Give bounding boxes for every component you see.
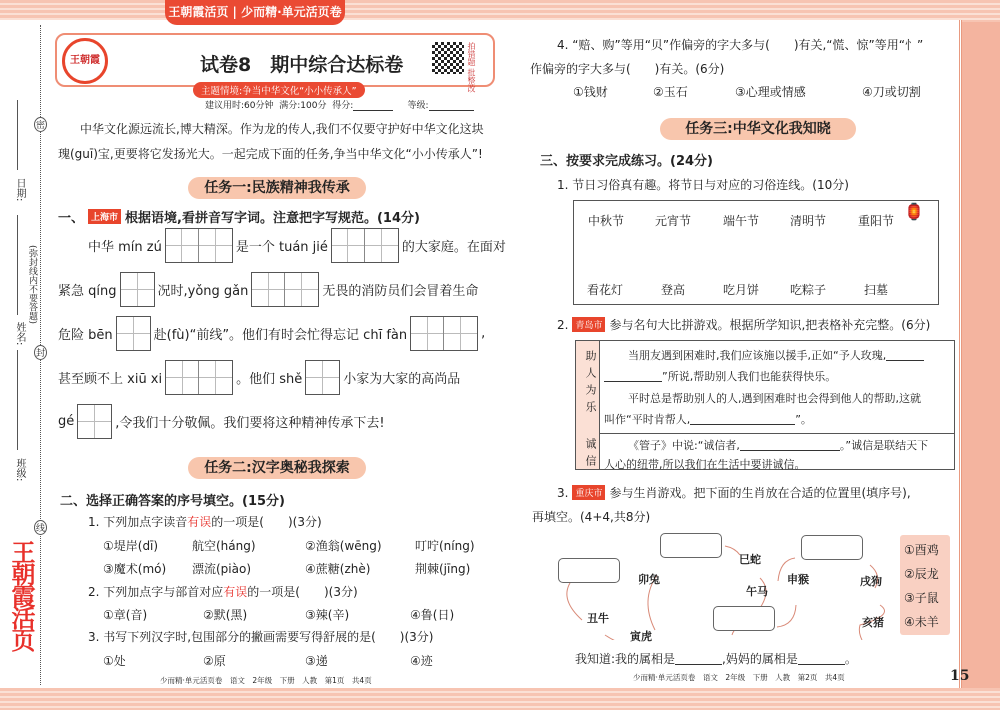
- brand-logo-vertical: 王朝霞活页: [7, 540, 35, 650]
- top-border: [0, 0, 1000, 22]
- zodiac-label: 申猴: [787, 573, 809, 586]
- q3-1-text: 1. 节日习俗真有趣。将节日与对应的习俗连线。(10分): [557, 178, 849, 192]
- writing-box[interactable]: [165, 228, 233, 263]
- zodiac-label: 卯兔: [638, 573, 660, 586]
- festival-item[interactable]: 元宵节: [655, 214, 692, 228]
- q2-3-text: 3. 书写下列汉字时,包围部分的撇画需要写得舒展的是( )(3分): [88, 630, 434, 644]
- question-2-heading: 二、选择正确答案的序号填空。(15分): [60, 494, 285, 509]
- lantern-icon: 🏮: [904, 202, 924, 221]
- option: ①章(音): [103, 608, 148, 622]
- seal-mark: 封: [34, 345, 47, 360]
- option: 航空(háng): [192, 539, 256, 553]
- q2-2-text: 2. 下列加点字与部首对应有误的一项是( )(3分): [88, 585, 358, 599]
- option: ②原: [203, 654, 226, 668]
- option: ②默(黑): [203, 608, 248, 622]
- custom-item[interactable]: 登高: [661, 283, 686, 297]
- task2-heading: 任务二:汉字奥秘我探索: [188, 457, 366, 479]
- festival-item[interactable]: 端午节: [723, 214, 760, 228]
- option: ③心理或情感: [735, 85, 806, 99]
- date-blank: [17, 100, 18, 170]
- zodiac-option: ②辰龙: [904, 567, 939, 581]
- answer-blank[interactable]: [604, 370, 662, 382]
- table-divider: [575, 433, 955, 434]
- option: ④鲁(日): [410, 608, 455, 622]
- option: ④迹: [410, 654, 433, 668]
- row-header: 诚信: [584, 438, 597, 472]
- qr-code[interactable]: [432, 42, 464, 74]
- option: ①堤岸(dī): [103, 539, 159, 553]
- table-line: ”所说,帮助别人我们也能获得快乐。: [604, 368, 836, 384]
- name-label: 姓名:: [14, 322, 25, 346]
- pinyin-line: 甚至顾不上 xiū xi 。他们 shě 小家为大家的高尚品: [58, 360, 460, 395]
- q2-1-text: 1. 下列加点字读音有误的一项是( )(3分): [88, 515, 322, 529]
- writing-box[interactable]: [77, 404, 112, 439]
- writing-box[interactable]: [116, 316, 151, 351]
- class-label: 班级:: [14, 458, 25, 482]
- zodiac-option: ④未羊: [904, 615, 939, 629]
- q3-3-text: 再填空。(4+4,共8分): [532, 510, 651, 524]
- table-line: 人心的纽带,所以我们在生活中要讲诚信。: [604, 458, 806, 471]
- option: ④刀或切割: [862, 85, 921, 99]
- option: 漂流(piào): [192, 562, 252, 576]
- table-line: 平时总是帮助别人的人,遇到困难时也会得到他人的帮助,这就: [628, 392, 921, 405]
- table-line: 当朋友遇到困难时,我们应该施以援手,正如“予人玫瑰,: [628, 347, 924, 363]
- pinyin-line: 紧急 qíng 况时,yǒng gǎn 无畏的消防员们会冒着生命: [58, 272, 478, 307]
- page-title: 试卷8 期中综合达标卷: [200, 54, 404, 76]
- answer-blank[interactable]: [740, 439, 840, 451]
- pinyin-line: 中华 mín zú 是一个 tuán jié 的大家庭。在面对: [88, 228, 506, 263]
- option: 叮咛(níng): [415, 539, 475, 553]
- zodiac-options-box: [900, 535, 950, 635]
- answer-blank[interactable]: [690, 413, 795, 425]
- theme-banner: 主题情境:争当中华文化“小小传承人”: [193, 82, 365, 98]
- zodiac-label: 亥猪: [862, 616, 884, 629]
- festival-item[interactable]: 中秋节: [588, 214, 625, 228]
- exam-info: 建议用时:60分钟 满分:100分 得分: 等级:: [205, 98, 474, 111]
- q2-4-text: 4. “赔、购”等用“贝”作偏旁的字大多与( )有关,“慌、惊”等用“忄”: [557, 38, 924, 52]
- pinyin-line: gé ,令我们十分敬佩。我们要将这种精神传承下去!: [58, 404, 385, 439]
- q3-3-text: 3. 重庆市 参与生肖游戏。把下面的生肖放在合适的位置里(填序号),: [557, 485, 911, 500]
- intro-line: 中华文化源远流长,博大精深。作为龙的传人,我们不仅要守护好中华文化这块: [80, 122, 484, 136]
- custom-item[interactable]: 看花灯: [587, 283, 624, 297]
- zodiac-label: 戌狗: [860, 575, 882, 588]
- option: ④蔗糖(zhè): [305, 562, 371, 576]
- row-header: 助人为乐: [584, 350, 597, 418]
- answer-blank[interactable]: [675, 653, 722, 665]
- brand-name: 王朝霞活页: [168, 5, 229, 19]
- option: ③递: [305, 654, 328, 668]
- task3-heading: 任务三:中华文化我知晓: [660, 118, 856, 140]
- custom-item[interactable]: 扫墓: [864, 283, 889, 297]
- custom-item[interactable]: 吃月饼: [723, 283, 760, 297]
- festival-item[interactable]: 清明节: [790, 214, 827, 228]
- option: ③辣(辛): [305, 608, 350, 622]
- q2-4-text: 作偏旁的字大多与( )有关。(6分): [530, 62, 725, 76]
- class-blank: [17, 350, 18, 450]
- q3-2-text: 2. 青岛市 参与名句大比拼游戏。根据所学知识,把表格补充完整。(6分): [557, 317, 931, 332]
- writing-box[interactable]: [165, 360, 233, 395]
- zodiac-answer-box[interactable]: [660, 533, 722, 558]
- writing-box[interactable]: [331, 228, 399, 263]
- option: ②玉石: [653, 85, 688, 99]
- zodiac-option: ③子鼠: [904, 591, 939, 605]
- zodiac-label: 寅虎: [630, 630, 652, 643]
- writing-box[interactable]: [305, 360, 340, 395]
- question-3-heading: 三、按要求完成练习。(24分): [540, 154, 713, 169]
- footer-left: 少而精·单元活页卷 语文 2年级 下册 人教 第1页 共4页: [160, 676, 372, 685]
- writing-box[interactable]: [410, 316, 478, 351]
- question-1-heading: 一、 上海市 根据语境,看拼音写字词。注意把字写规范。(14分): [58, 211, 420, 226]
- option: ③魔术(mó): [103, 562, 167, 576]
- writing-box[interactable]: [251, 272, 319, 307]
- task1-heading: 任务一:民族精神我传承: [188, 177, 366, 199]
- zodiac-label: 巳蛇: [739, 553, 761, 566]
- table-line: 叫作“平时肯帮人, ”。: [604, 413, 812, 426]
- seal-mark: 线: [34, 520, 47, 535]
- pinyin-line: 危险 bēn 赴(fù)“前线”。他们有时会忙得忘记 chī fàn ,: [58, 316, 485, 351]
- page-number: 15: [950, 668, 970, 684]
- zodiac-answer-box[interactable]: [801, 535, 863, 560]
- option: ①钱财: [573, 85, 608, 99]
- bottom-border: [0, 688, 1000, 710]
- logo-seal: 王朝霞: [62, 38, 108, 84]
- qr-caption: 拍错题 批整改: [467, 42, 476, 93]
- zodiac-label: 丑牛: [587, 612, 609, 625]
- footer-right: 少而精·单元活页卷 语文 2年级 下册 人教 第2页 共4页: [633, 673, 845, 682]
- name-blank: [17, 215, 18, 315]
- series-name: 少而精·单元活页卷: [241, 5, 342, 19]
- option: ②渔翁(wēng): [305, 539, 382, 553]
- festival-item[interactable]: 重阳节: [858, 214, 895, 228]
- seal-notice: (弥封线内不要答题): [27, 245, 37, 325]
- answer-blank[interactable]: [798, 653, 845, 665]
- seal-mark: 密: [34, 117, 47, 132]
- date-label: 日期:: [14, 178, 25, 202]
- zodiac-fill-line: 我知道:我的属相是 ,妈妈的属相是 。: [575, 652, 857, 666]
- table-line: 《管子》中说:“诚信者, 。”诚信是联结天下: [628, 439, 929, 452]
- zodiac-label: 午马: [746, 585, 768, 598]
- writing-box[interactable]: [120, 272, 155, 307]
- intro-line: 瑰(guī)宝,更要将它发扬光大。一起完成下面的任务,争当中华文化“小小传承人”!: [58, 147, 483, 161]
- zodiac-option: ①酉鸡: [904, 543, 939, 557]
- answer-blank[interactable]: [886, 349, 924, 361]
- custom-item[interactable]: 吃粽子: [790, 283, 827, 297]
- option: 荆棘(jīng): [415, 562, 471, 576]
- zodiac-answer-box[interactable]: [713, 606, 775, 631]
- header-tab: 王朝霞活页 | 少而精·单元活页卷: [165, 0, 345, 25]
- zodiac-answer-box[interactable]: [558, 558, 620, 583]
- option: ①处: [103, 654, 126, 668]
